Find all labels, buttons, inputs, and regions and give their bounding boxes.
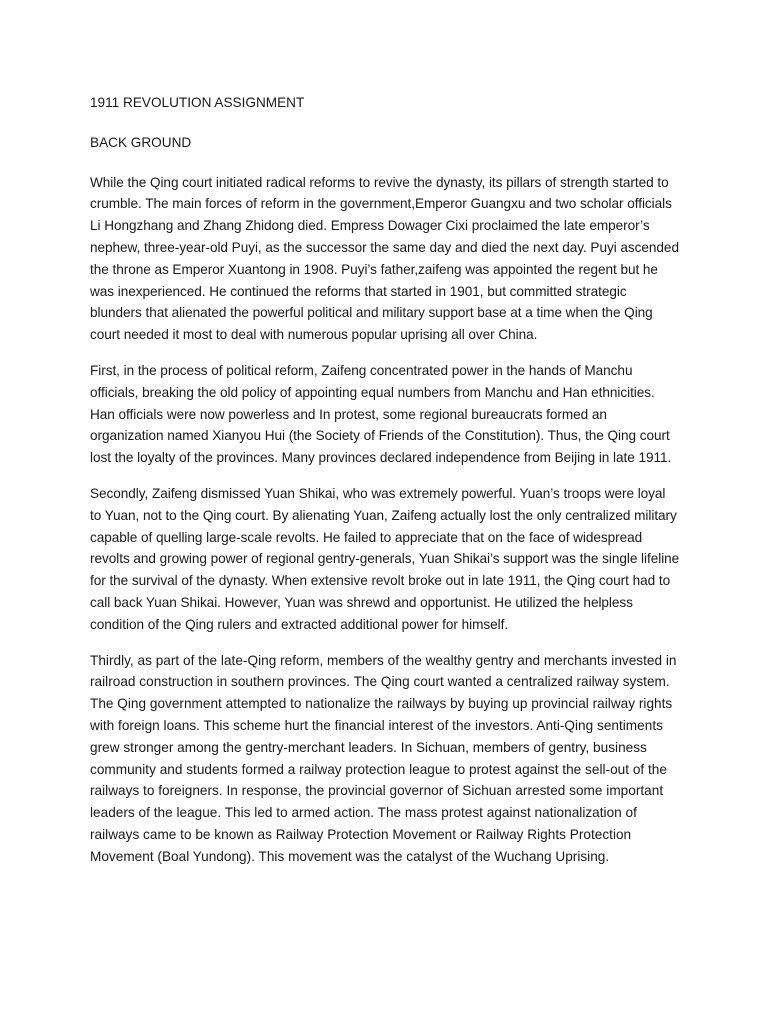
section-heading: BACK GROUND [90, 134, 192, 150]
document-title: 1911 REVOLUTION ASSIGNMENT [90, 95, 305, 110]
paragraph-background: While the Qing court initiated radical reforms to revive the dynasty, its pillars of strength started to crumble. The main forces of reform in the government,Emperor Guangxu and two scholar officials Li Hongzhang and Zhang Zhidong died. Empress Dowager Cixi proclaimed the late emperor’s nephew, three-year-old Puyi, as the successor the same day and died the next day. Puyi ascended the throne as Emperor Xuantong in 1908. Puyi’s father,zaifeng was appointed the regent but he was inexperienced. He continued the reforms that started in 1901, but committed strategic blunders that alienated the powerful political and military support base at a time when the Qing court needed it most to deal with numerous popular uprising all over China. [90, 174, 679, 343]
paragraph-railway-movement: Thirdly, as part of the late-Qing reform, members of the wealthy gentry and merchants invested in railroad construction in southern provinces. The Qing court wanted a centralized railway system. The Qing government attempted to nationalize the railways by buying up provincial railway rights with foreign loans. This scheme hurt the financial interest of the investors. Anti-Qing sentiments grew stronger among the gentry-merchant leaders. In Sichuan, members of gentry, business community and students formed a railway protection league to protest against the sell-out of the railways to foreigners. In response, the provincial governor of Sichuan arrested some important leaders of the league. This led to armed action. The mass protest against nationalization of railways came to be known as Railway Protection Movement or Railway Rights Protection Movement (Boal Yundong). This movement was the catalyst of the Wuchang Uprising. [90, 652, 677, 864]
document-page [90, 92, 680, 882]
paragraph-political-reform: First, in the process of political reform, Zaifeng concentrated power in the hands of Manchu officials, breaking the old policy of appointing equal numbers from Manchu and Han ethnicities. Han officials were now powerless and In protest, some regional bureaucrats formed an organization named Xianyou Hui (the Society of Friends of the Constitution). Thus, the Qing court lost the loyalty of the provinces. Many provinces declared independence from Beijing in late 1911. [90, 362, 672, 466]
paragraph-yuan-shikai: Secondly, Zaifeng dismissed Yuan Shikai, who was extremely powerful. Yuan’s troops were loyal to Yuan, not to the Qing court. By alienating Yuan, Zaifeng actually lost the only centralized military capable of quelling large-scale revolts. He failed to appreciate that on the face of widespread revolts and growing power of regional gentry-generals, Yuan Shikai’s support was the single lifeline for the survival of the dynasty. When extensive revolt broke out in late 1911, the Qing court had to call back Yuan Shikai. However, Yuan was shrewd and opportunist. He utilized the helpless condition of the Qing rulers and extracted additional power for himself. [90, 485, 680, 632]
